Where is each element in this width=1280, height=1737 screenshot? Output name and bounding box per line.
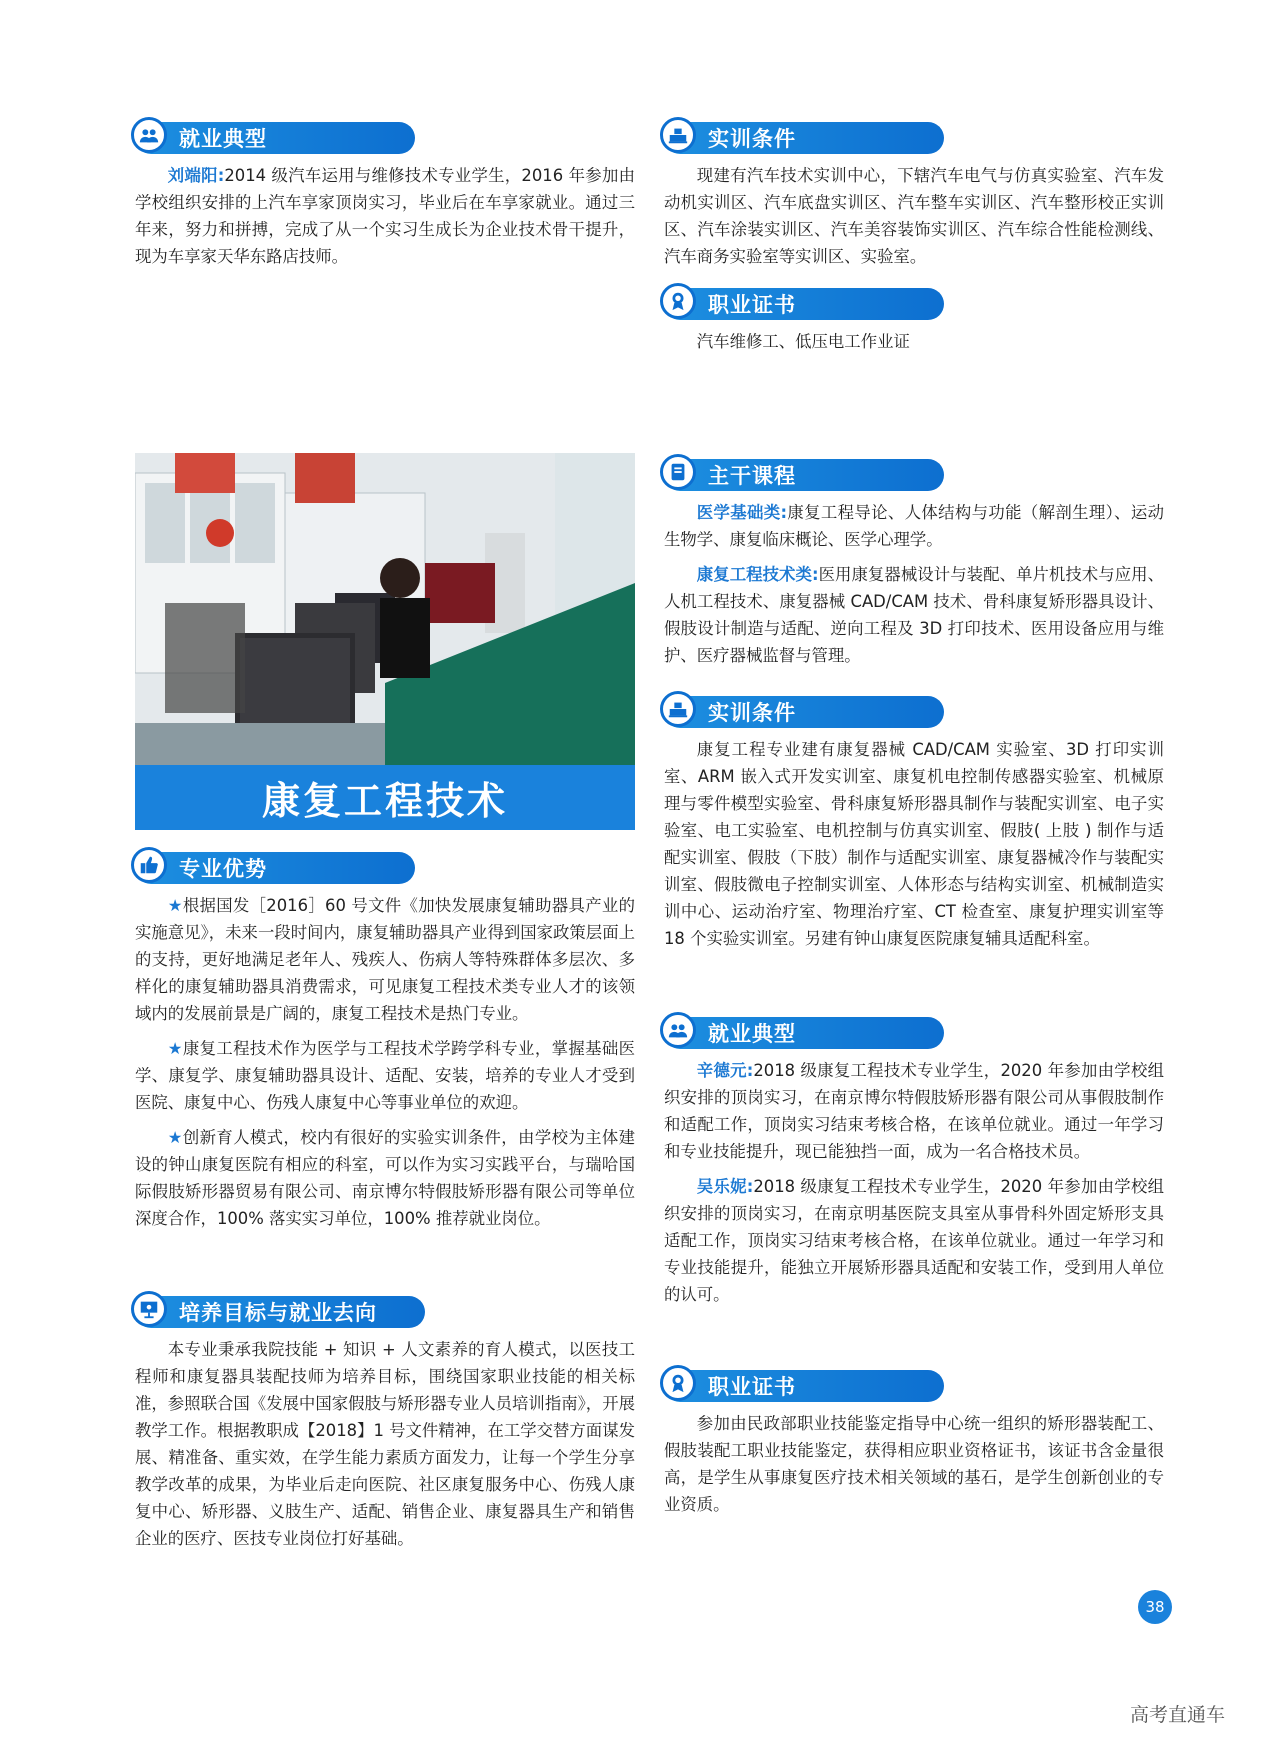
student-name: 辛德元: <box>696 1061 754 1080</box>
courses-section <box>664 459 1164 669</box>
star-icon: ★ <box>167 896 183 915</box>
section-title: 职业证书 <box>708 1375 796 1399</box>
left-employment-section <box>135 122 635 270</box>
cert-header <box>664 288 944 320</box>
training-paragraph: 现建有汽车技术实训中心，下辖汽车电气与仿真实验室、汽车发动机实训区、汽车底盘实训区、汽车整车实训区、汽车整形校正实训区、汽车涂装实训区、汽车美容装饰实训区、汽车综合性能检测线、汽车商务实验室等实训区、实验室。 <box>664 166 1164 266</box>
employment-paragraph-1: 辛德元:2018 级康复工程技术专业学生，2020 年参加由学校组织安排的顶岗实习，在南京博尔特假肢矫形器有限公司从事假肢制作和适配工作，顶岗实习结束考核合格，在该单位就业。通过一年学习和专业技能提升，现已能独挡一面，成为一名合格技术员。 <box>664 1061 1164 1161</box>
section-title: 实训条件 <box>708 127 796 151</box>
training-paragraph: 康复工程专业建有康复器械 CAD/CAM 实验室、3D 打印实训室、ARM 嵌入式开发实训室、康复机电控制传感器实验室、机械原理与零件模型实验室、骨科康复矫形器具制作与装配实训室、电子实验室、电工实验室、电机控制与仿真实训室、假肢( 上肢 ) 制作与适配实训室、假肢（下肢）制作与适配实训室、康复器械冷作与装配实训室、假肢微电子控制实训室、人体形态与结构实训室、机械制造实训中心、运动治疗室、物理治疗室、CT 检查室、康复护理实训室等 18 个实验实训室。另建有钟山康复医院康复辅具适配科室。 <box>664 740 1164 948</box>
advantage-paragraph-1: ★根据国发［2016］60 号文件《加快发展康复辅助器具产业的实施意见》，未来一段时间内，康复辅助器具产业得到国家政策层面上的支持，更好地满足老年人、残疾人、伤病人等特殊群体多层次、多样化的康复辅助器具消费需求，可见康复工程技术类专业人才的该领域内的发展前景是广阔的，康复工程技术是热门专业。 <box>135 896 635 1023</box>
section-header <box>664 1370 944 1402</box>
section-header <box>664 122 944 154</box>
section-header <box>135 1296 425 1328</box>
medal-icon <box>660 283 696 319</box>
section-header <box>664 1017 944 1049</box>
advantage-paragraph-3: ★创新育人模式，校内有很好的实验实训条件，由学校为主体建设的钟山康复医院有相应的科室，可以作为实习实践平台，与瑞哈国际假肢矫形器贸易有限公司、南京博尔特假肢矫形器有限公司等单位深度合作，100% 落实实习单位，100% 推荐就业岗位。 <box>135 1128 636 1228</box>
section-header <box>664 459 944 491</box>
training-section <box>664 696 1164 952</box>
section-header <box>135 852 415 884</box>
section-title: 实训条件 <box>708 701 796 725</box>
goal-section <box>135 1296 635 1552</box>
page-number: 38 <box>1138 1590 1172 1624</box>
watermark: 高考直通车 <box>1130 1704 1226 1726</box>
program-title-banner: 康复工程技术 <box>135 765 635 830</box>
employment-paragraph: 刘端阳:2014 级汽车运用与维修技术专业学生，2016 年参加由学校组织安排的上汽车享家顶岗实习，毕业后在车享家就业。通过三年来，努力和拼搏，完成了从一个实习生成长为企业技术骨干提升，现为车享家天华东路店技师。 <box>135 166 635 266</box>
cert-paragraph: 汽车维修工、低压电工作业证 <box>696 332 910 351</box>
section-title: 专业优势 <box>179 857 267 881</box>
course-paragraph-2: 康复工程技术类:医用康复器械设计与装配、单片机技术与应用、人机工程技术、康复器械 CAD/CAM 技术、骨科康复矫形器具设计、假肢设计制造与适配、逆向工程及 3D 打印技术、医用设备应用与维护、医疗器械监督与管理。 <box>664 565 1164 665</box>
people-icon <box>131 117 167 153</box>
lab-icon <box>660 117 696 153</box>
section-title: 培养目标与就业去向 <box>179 1301 377 1325</box>
cert-paragraph: 参加由民政部职业技能鉴定指导中心统一组织的矫形器装配工、假肢装配工职业技能鉴定，获得相应职业资格证书，该证书含金量很高，是学生从事康复医疗技术相关领域的基石，是学生创新创业的专业资质。 <box>664 1414 1164 1514</box>
right-training-section <box>664 122 1164 355</box>
section-header <box>664 696 944 728</box>
course-paragraph-1: 医学基础类:康复工程导论、人体结构与功能（解剖生理）、运动生物学、康复临床概论、医学心理学。 <box>664 503 1164 549</box>
star-icon: ★ <box>167 1128 183 1147</box>
people-icon <box>660 1012 696 1048</box>
star-icon: ★ <box>167 1039 183 1058</box>
advantage-section <box>135 852 635 1232</box>
lab-icon <box>660 691 696 727</box>
book-icon <box>660 454 696 490</box>
student-name: 刘端阳: <box>167 166 225 185</box>
thumbs-up-icon <box>131 847 167 883</box>
advantage-paragraph-2: ★康复工程技术作为医学与工程技术学跨学科专业，掌握基础医学、康复学、康复辅助器具设计、适配、安装，培养的专业人才受到医院、康复中心、伤残人康复中心等事业单位的欢迎。 <box>135 1039 636 1112</box>
section-title: 职业证书 <box>708 293 796 317</box>
cert-section <box>664 1370 1164 1518</box>
lab-photo <box>135 453 635 765</box>
section-title: 就业典型 <box>179 127 267 151</box>
student-name: 吴乐妮: <box>696 1177 754 1196</box>
course-category-label: 医学基础类: <box>696 503 788 522</box>
section-title: 主干课程 <box>708 464 796 488</box>
presentation-icon <box>131 1291 167 1327</box>
employment-paragraph-2: 吴乐妮:2018 级康复工程技术专业学生，2020 年参加由学校组织安排的顶岗实习，在南京明基医院支具室从事骨科外固定矫形支具适配工作，顶岗实习结束考核合格，在该单位就业。通过一年学习和专业技能提升，能独立开展矫形器具适配和安装工作，受到用人单位的认可。 <box>664 1177 1164 1304</box>
lab-photo-illustration <box>135 453 635 765</box>
medal-icon <box>660 1365 696 1401</box>
goal-paragraph: 本专业秉承我院技能 + 知识 + 人文素养的育人模式，以医技工程师和康复器具装配技师为培养目标，围绕国家职业技能的相关标准，参照联合国《发展中国家假肢与矫形器专业人员培训指南》，开展教学工作。根据教职成【2018】1 号文件精神，在工学交替方面谋发展、精准备、重实效，在学生能力素质方面发力，让每一个学生分享教学改革的成果，为毕业后走向医院、社区康复服务中心、伤残人康复中心、矫形器、义肢生产、适配、销售企业、康复器具生产和销售企业的医疗、医技专业岗位打好基础。 <box>135 1340 635 1548</box>
course-category-label: 康复工程技术类: <box>696 565 819 584</box>
section-title: 就业典型 <box>708 1022 796 1046</box>
employment-section <box>664 1017 1164 1308</box>
section-header <box>135 122 415 154</box>
